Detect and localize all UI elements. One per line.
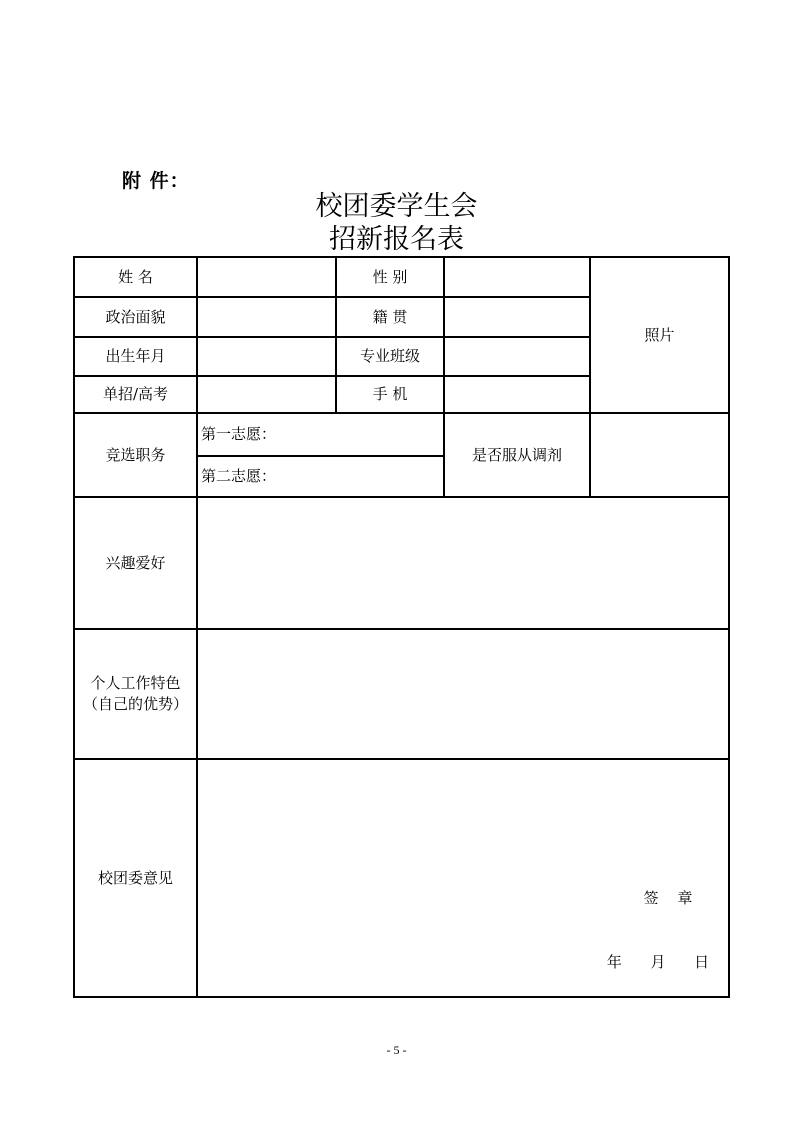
gender-label: 性 别	[372, 267, 408, 286]
table-border-right	[728, 256, 730, 998]
name-field[interactable]	[198, 258, 335, 296]
birth-label: 出生年月	[105, 347, 166, 365]
name-label: 姓 名	[118, 267, 153, 286]
hobbies-field[interactable]	[198, 498, 728, 628]
position-label: 竞选职务	[105, 445, 166, 464]
major-class-label: 专业班级	[359, 347, 420, 365]
adjust-label: 是否服从调剂	[471, 445, 562, 464]
hobbies-label: 兴趣爱好	[105, 553, 166, 572]
page-number: - 5 -	[386, 1043, 407, 1057]
admission-label: 单招/高考	[102, 385, 169, 403]
date-label: 年 月 日	[606, 952, 710, 971]
features-label-line1: 个人工作特色	[90, 674, 181, 692]
features-label	[75, 630, 196, 758]
attachment-label: 附 件：	[122, 170, 190, 192]
adjust-field[interactable]	[591, 414, 728, 496]
registration-form-table	[73, 256, 730, 998]
major-class-field[interactable]	[445, 338, 589, 375]
signature-label: 签 章	[643, 888, 693, 907]
admission-field[interactable]	[198, 377, 335, 412]
second-choice-field[interactable]: 第二志愿：	[201, 467, 277, 485]
form-title-line1: 校团委学生会	[315, 191, 478, 222]
hometown-field[interactable]	[445, 298, 589, 336]
hometown-label: 籍 贯	[372, 307, 408, 326]
phone-field[interactable]	[445, 377, 589, 412]
politics-label: 政治面貌	[105, 307, 166, 326]
politics-field[interactable]	[198, 298, 335, 336]
table-border-bottom	[73, 996, 730, 998]
gender-field[interactable]	[445, 258, 589, 296]
opinion-label: 校团委意见	[97, 868, 173, 887]
photo-box[interactable]: 照片	[644, 325, 675, 344]
birth-field[interactable]	[198, 338, 335, 375]
first-choice-field[interactable]: 第一志愿：	[201, 425, 277, 443]
form-title-line2: 招新报名表	[329, 224, 464, 255]
phone-label: 手 机	[372, 385, 408, 403]
features-label-line2: （自己的优势）	[82, 695, 188, 713]
features-field[interactable]	[198, 630, 728, 758]
